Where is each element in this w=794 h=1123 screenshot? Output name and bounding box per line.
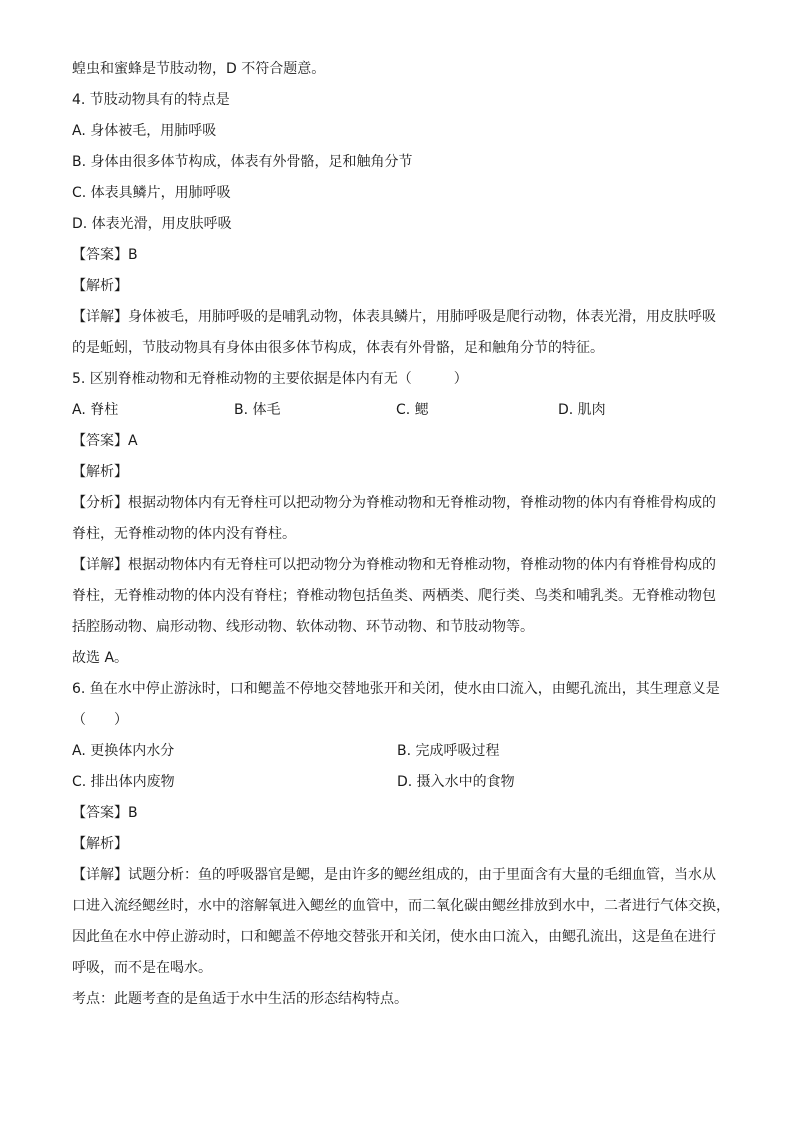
question-5-conclusion: 故选 A。 (72, 650, 129, 666)
question-6-analysis-heading: 【解析】 (72, 836, 128, 852)
question-5-analysis-heading: 【解析】 (72, 464, 128, 480)
text-line: 【详解】试题分析：鱼的呼吸器官是鳃，是由许多的鳃丝组成的，由于里面含有大量的毛细血管，当水从 (72, 867, 716, 883)
text-line: 呼吸，而不是在喝水。 (72, 960, 212, 976)
question-6-options-row-1 (72, 742, 732, 761)
question-6-option-d: D. 摄入水中的食物 (397, 774, 515, 790)
question-6-kaodian: 考点：此题考查的是鱼适于水中生活的形态结构特点。 (72, 991, 408, 1007)
question-6-option-a: A. 更换体内水分 (72, 743, 175, 759)
question-5-option-d: D. 肌肉 (558, 402, 606, 418)
question-4-analysis-heading: 【解析】 (72, 278, 128, 294)
text-line: 【详解】身体被毛，用肺呼吸的是哺乳动物，体表具鳞片，用肺呼吸是爬行动物，体表光滑，用皮肤呼吸 (72, 309, 716, 325)
text-line: 6. 鱼在水中停止游泳时，口和鳃盖不停地交替地张开和关闭，使水由口流入，由鳃孔流出，其生理意义是 (72, 681, 720, 697)
text-line: 蝗虫和蜜蜂是节肢动物，D 不符合题意。 (72, 61, 326, 77)
question-6-options-row-2 (72, 773, 732, 792)
question-4-option-d: D. 体表光滑，用皮肤呼吸 (72, 216, 232, 232)
question-5-options (72, 401, 732, 420)
question-5-detail (72, 556, 732, 637)
question-6-stem (72, 680, 732, 730)
question-5-option-a: A. 脊柱 (72, 402, 119, 418)
document-page (72, 60, 732, 1021)
question-5-answer: 【答案】A (72, 433, 138, 449)
text-line: 脊柱，无脊椎动物的体内没有脊柱。 (72, 526, 296, 542)
text-line: 的是蚯蚓，节肢动物具有身体由很多体节构成，体表有外骨骼，足和触角分节的特征。 (72, 340, 604, 356)
question-5-option-c: C. 鳃 (396, 402, 429, 418)
text-line: 脊柱，无脊椎动物的体内没有脊柱；脊椎动物包括鱼类、两栖类、爬行类、鸟类和哺乳类。无脊椎动物包 (72, 588, 716, 604)
question-6-detail (72, 866, 732, 978)
text-line: 括腔肠动物、扁形动物、线形动物、软体动物、环节动物、和节肢动物等。 (72, 619, 534, 635)
text-line: 口进入流经鳃丝时，水中的溶解氧进入鳃丝的血管中，而二氧化碳由鳃丝排放到水中，二者进行气体交换， (72, 898, 730, 914)
text-line: 【详解】根据动物体内有无脊柱可以把动物分为脊椎动物和无脊椎动物，脊椎动物的体内有脊椎骨构成的 (72, 557, 716, 573)
question-5-stem: 5. 区别脊椎动物和无脊椎动物的主要依据是体内有无（ ） (72, 371, 468, 387)
question-4-option-b: B. 身体由很多体节构成，体表有外骨骼，足和触角分节 (72, 154, 413, 170)
text-line: （ ） (72, 712, 128, 728)
question-5-option-b: B. 体毛 (234, 402, 281, 418)
question-6-option-b: B. 完成呼吸过程 (397, 743, 500, 759)
question-4-answer: 【答案】B (72, 247, 138, 263)
question-5-analysis (72, 494, 732, 544)
question-4-stem: 4. 节肢动物具有的特点是 (72, 92, 230, 108)
text-line: 【分析】根据动物体内有无脊柱可以把动物分为脊椎动物和无脊椎动物，脊椎动物的体内有脊椎骨构成的 (72, 495, 716, 511)
text-line: 因此鱼在水中停止游动时，口和鳃盖不停地交替张开和关闭，使水由口流入，由鳃孔流出，这是鱼在进行 (72, 929, 716, 945)
question-4-detail (72, 308, 732, 358)
question-6-answer: 【答案】B (72, 805, 138, 821)
question-4-option-c: C. 体表具鳞片，用肺呼吸 (72, 185, 231, 201)
question-4-option-a: A. 身体被毛，用肺呼吸 (72, 123, 217, 139)
question-6-option-c: C. 排出体内废物 (72, 774, 175, 790)
